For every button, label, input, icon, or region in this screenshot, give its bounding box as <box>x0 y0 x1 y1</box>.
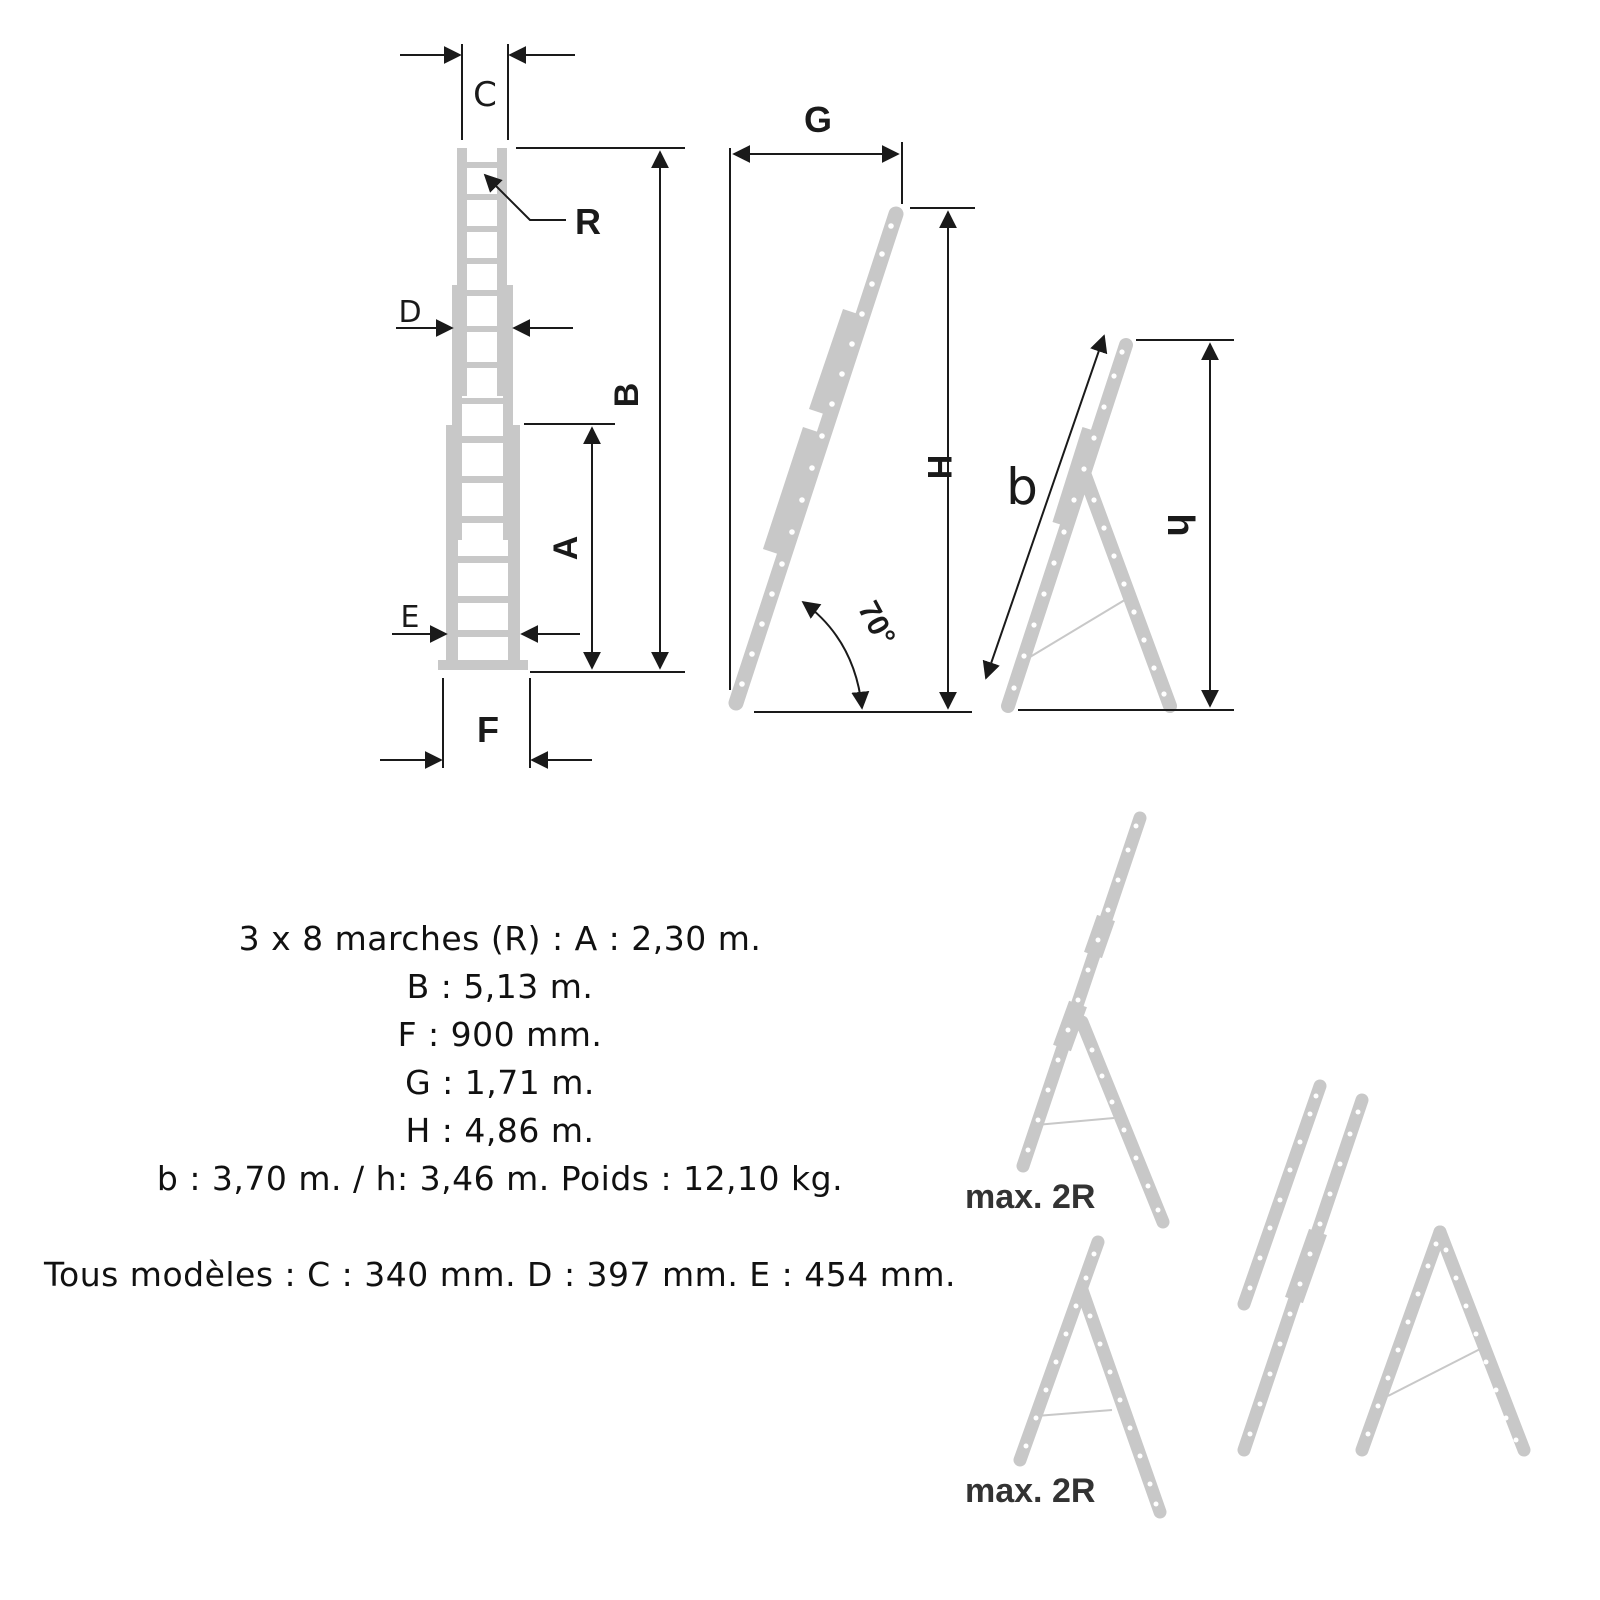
label-c: C <box>473 75 497 115</box>
label-d: D <box>398 295 422 330</box>
label-angle: 70° <box>851 595 902 652</box>
spec-line-f: F : 900 mm. <box>397 1015 603 1054</box>
spec-line-h: H : 4,86 m. <box>405 1111 595 1150</box>
front-view-ladder <box>438 148 528 670</box>
label-b-lower: b <box>1006 458 1038 516</box>
label-h-lower: h <box>1159 513 1201 537</box>
spec-line-b: B : 5,13 m. <box>406 967 594 1006</box>
aframe-ladder <box>1008 345 1170 706</box>
config-small-aframe <box>1362 1232 1524 1450</box>
spec-line-all-models: Tous modèles : C : 340 mm. D : 397 mm. E : 454 mm. <box>43 1255 957 1294</box>
spec-line-model: 3 x 8 marches (R) : A : 2,30 m. <box>238 919 762 958</box>
config-extended-aframe <box>1023 818 1163 1222</box>
config-label-max-top: max. 2R <box>965 1178 1096 1216</box>
config-label-max-bottom: max. 2R <box>965 1472 1096 1510</box>
label-f: F <box>477 709 499 750</box>
spec-line-g: G : 1,71 m. <box>405 1063 595 1102</box>
label-g: G <box>803 99 833 140</box>
spec-line-b-h-weight: b : 3,70 m. / h: 3,46 m. Poids : 12,10 kg. <box>156 1159 844 1198</box>
label-a: A <box>547 535 585 561</box>
label-e: E <box>400 600 420 635</box>
specifications <box>0 915 1000 1299</box>
label-h-upper: H <box>920 454 958 480</box>
label-b-upper: B <box>608 382 646 408</box>
label-r: R <box>575 201 601 242</box>
